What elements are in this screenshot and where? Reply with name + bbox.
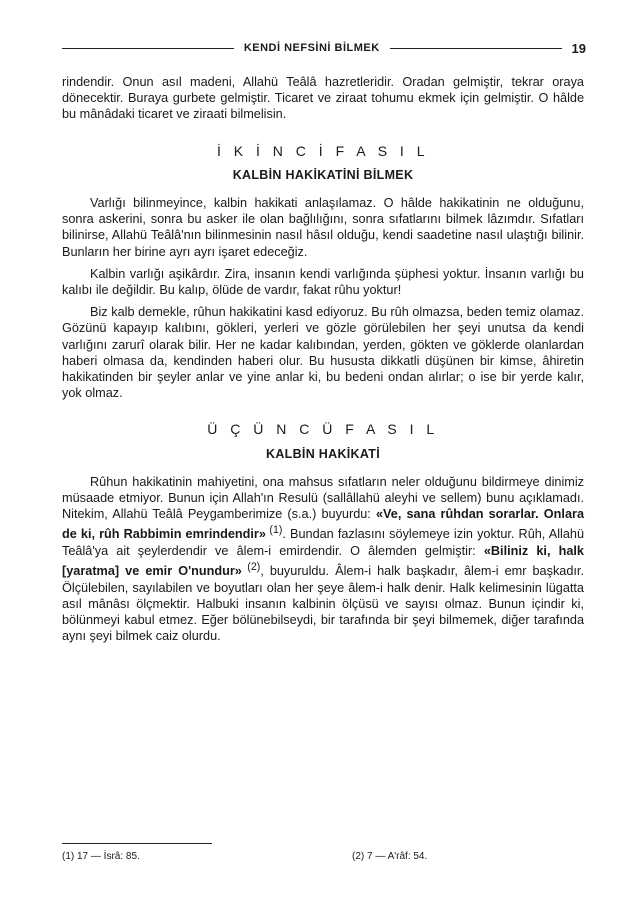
chapter3-text-b: . Bundan fazlasını söylemeye izin yoktur. Rûh, Allahü Teâlâ'ya ait şeylerdendir ve âlem-i emirdendir. O âlemden gelmiştir: [62,527,585,558]
footnote-1: (1) 17 — İsrâ: 85. [62,851,140,862]
footnote-2: (2) 7 — A'râf: 54. [352,851,428,862]
chapter3-paragraph-1 [62,474,584,645]
quran-quote-2: «Biliniz ki, halk [yaratma] ve emir O'nundur» [62,543,584,579]
page-number: 19 [571,40,586,56]
footnote-rule [62,843,212,844]
header-rule-right [390,48,562,49]
chapter2-paragraph-3: Biz kalb demekle, rûhun hakikatini kasd ediyoruz. Bu rûh olmazsa, beden temiz olamaz. Gözünü kapayıp kalıbını, gökleri, yerleri ve gözle görülebilen her şeyi unutsa da kendi varlığını zarurî olarak bilir. Her ne kadar kalıbından, yerden, gökten ve göklerde olanlardan haberi olmasa da, kendinden haberi olur. Bu hususta dikkatli düşünen bir kimse, âhiretin hakikatinden bir şeyler anlar ve yine anlar ki, bu bedeni ondan alırlar; o ise bir yerde kalır, yok olmaz. [62,305,584,401]
footnote-ref-2: (2) [241,561,261,574]
chapter2-heading: İ K İ N C İ F A S I L [217,142,429,159]
footnotes [62,851,584,862]
header-rule-left [62,48,234,49]
chapter2-paragraph-1: Varlığı bilinmeyince, kalbin hakikati anlaşılamaz. O hâlde hakikatinin ne olduğunu, sonra askerini, sonra bu asker ile olan bağlılığını, sonra sıfatlarını bilmek lâzımdır. Sıfatları bilinirse, Allahü Teâlâ'nın bilinmesinin nasıl hâsıl olduğu, kendi saadetine nasıl ulaştığı bilinir. Bunların her birine ayrı ayrı işaret edeceğiz. [62,196,584,259]
intro-paragraph: rindendir. Onun asıl madeni, Allahü Teâlâ hazretleridir. Oradan gelmiştir, tekrar oraya dönecektir. Buraya gurbete gelmiştir. Ticaret ve ziraat tohumu ekmek için gelmiştir. O hâlde bu mânâdaki ticaret ve ziraati bilmelisin. [62,75,584,122]
chapter3-text-c: , buyuruldu. Âlem-i halk başkadır, âlem-i emr başkadır. Ölçülebilen, sayılabilen ve boyutları olan her şeye âlem-i halk denir. Halk kelimesinin lügatta asıl mânâsı ölçmektir. Halbuki insanın kalbinin ölçüsü ve sayısı olmaz. Bunun içindir ki, bölünmeyi kabul etmez. Eğer bölünebilseydi, bir tarafında bir şeyi bilmemek, diğer tarafında aynı şeyi bilmek caiz olurdu. [62,564,584,644]
header-title: KENDİ NEFSİNİ BİLMEK [243,42,380,54]
running-header [62,38,586,58]
quran-quote-1: «Ve, sana rûhdan sorarlar. Onlara de ki, rûh Rabbimin emrindendir» [62,507,585,542]
chapter3-title: KALBİN HAKİKATİ [266,446,380,461]
chapter3-heading: Ü Ç Ü N C Ü F A S I L [207,421,439,438]
chapter2-paragraph-2: Kalbin varlığı aşikârdır. Zira, insanın kendi varlığında şüphesi yoktur. İnsanın varlığı bu kalıbı ile değildir. Bu kalıp, ölüde de vardır, fakat rûhu yoktur! [62,266,584,298]
chapter2-title: KALBİN HAKİKATİNİ BİLMEK [232,167,414,182]
chapter3-text-a: Rûhun hakikatinin mahiyetini, ona mahsus sıfatların neler olduğunu bildirmeye dinimiz müsaade etmiyor. Bunun için Allah'ın Resulü (sallâllahü aleyhi ve sellem) bunu açıklamadı. Nitekim, Allahü Teâlâ Peygamberimize (s.a.) buyurdu: [62,474,584,522]
footnote-ref-1: (1) [265,524,283,537]
page-body [62,74,584,644]
